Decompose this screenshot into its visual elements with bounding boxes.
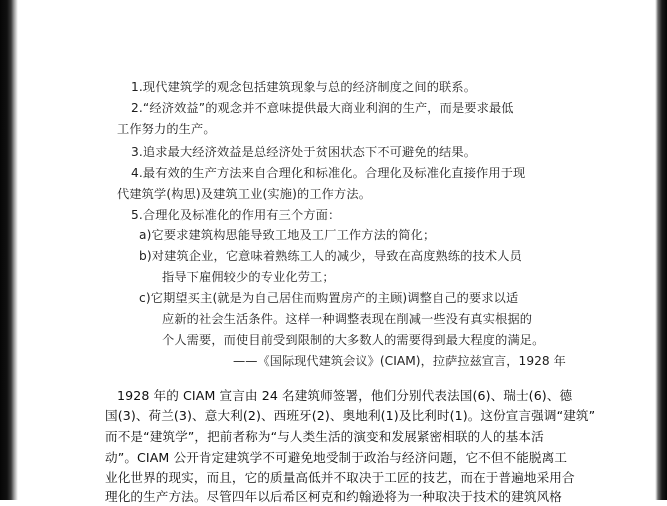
quote-item-2-line-1: 2.“经济效益”的观念并不意味提供最大商业利润的生产，而是要求最低 [131, 101, 514, 115]
body-line-3: 而不是“建筑学”，把前者称为“与人类生活的演变和发展紧密相联的人的基本活 [105, 429, 544, 444]
body-line-4: 动”。CIAM 公开肯定建筑学不可避免地受制于政治与经济问题，它不但不能脱离工 [105, 450, 568, 465]
quote-item-5b-line-1: b)对建筑企业，它意味着熟练工人的减少，导致在高度熟练的技术人员 [139, 249, 522, 263]
quote-item-4-line-2: 代建筑学(构思)及建筑工业(实施)的工作方法。 [117, 187, 372, 201]
quote-item-5: 5.合理化及标准化的作用有三个方面： [131, 208, 341, 222]
quote-item-1: 1.现代建筑学的观念包括建筑现象与总的经济制度之间的联系。 [131, 80, 477, 94]
quote-attribution: ——《国际现代建筑会议》(CIAM)，拉萨拉兹宣言，1928 年 [233, 354, 566, 368]
scan-shadow-right [655, 0, 667, 500]
body-line-1: 1928 年的 CIAM 宣言由 24 名建筑师签署，他们分别代表法国(6)、瑞士(6)、德 [117, 388, 573, 403]
quote-item-4-line-1: 4.最有效的生产方法来自合理化和标准化。合理化及标准化直接作用于现 [131, 166, 526, 180]
quote-item-5c-line-2: 应新的社会生活条件。这样一种调整表现在削减一些没有真实根据的 [162, 312, 533, 326]
quote-item-5b-line-2: 指导下雇佣较少的专业化劳工； [162, 270, 335, 284]
quote-item-5a: a)它要求建筑构思能导致工地及工厂工作方法的简化； [139, 228, 436, 242]
quote-item-5c-line-1: c)它期望买主(就是为自己居住而购置房产的主顾)调整自己的要求以适 [139, 291, 519, 305]
quote-item-5c-line-3: 个人需要，而使目前受到限制的大多数人的需要得到最大程度的满足。 [162, 333, 545, 347]
body-line-2: 国(3)、荷兰(3)、意大利(2)、西班牙(2)、奥地利(1)及比利时(1)。这份宣言强调“建筑” [105, 408, 596, 423]
scan-shadow-left [0, 0, 18, 500]
body-line-6: 理化的生产方法。尽管四年以后希区柯克和约翰逊将为一种取决于技术的建筑风格 [105, 489, 562, 504]
body-line-5: 业化世界的现实，而且，它的质量高低并不取决于工匠的技艺，而在于普遍地采用合 [105, 470, 575, 485]
quote-item-3: 3.追求最大经济效益是总经济处于贫困状态下不可避免的结果。 [131, 145, 477, 159]
quote-item-2-line-2: 工作努力的生产。 [117, 122, 216, 136]
